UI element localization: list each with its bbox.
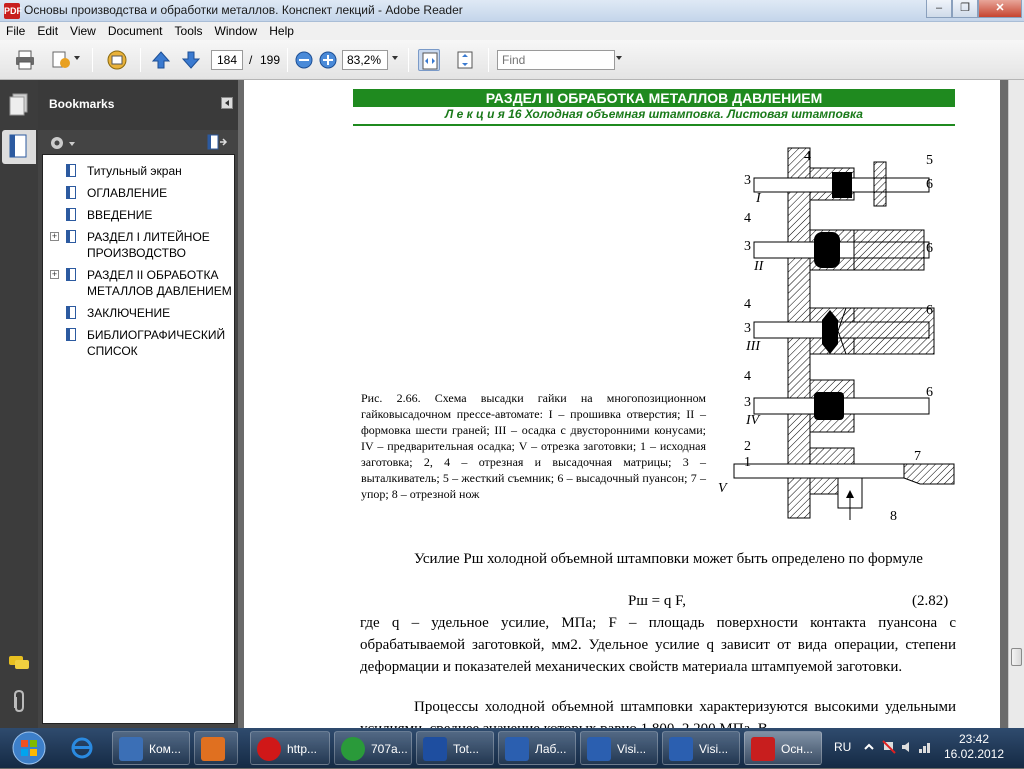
bookmark-label: ЗАКЛЮЧЕНИЕ [87,306,171,320]
bookmark-doc-icon [66,268,76,281]
maximize-button[interactable]: ❐ [952,0,978,18]
navigation-pane-strip [0,80,38,728]
taskbar-item-label: Ком... [149,742,181,756]
adobe-pdf-icon [751,737,775,761]
pdf-page [244,80,1000,728]
toolbar-separator [488,48,489,72]
lecture-header: Л е к ц и я 16 Холодная объемная штамповка. Листовая штамповка [445,107,863,121]
punch [838,308,934,354]
toolbar-separator [287,48,288,72]
word-icon [505,737,529,761]
share-icon[interactable] [50,49,72,71]
callout-label: 5 [926,153,933,168]
taskbar-item[interactable] [662,731,740,765]
menu-window[interactable]: Window [214,24,258,38]
page-separator: / [249,53,253,67]
word-icon [587,737,611,761]
expand-toggle[interactable]: + [51,269,58,279]
bookmark-label: РАЗДЕЛ II ОБРАБОТКА МЕТАЛЛОВ ДАВЛЕНИЕМ [87,268,232,298]
taskbar-item[interactable] [250,731,330,765]
icq-icon [341,737,365,761]
options-gear-icon[interactable] [49,135,77,151]
stop [904,464,954,484]
taskbar [0,728,1024,768]
find-input[interactable] [497,50,615,70]
opera-icon [257,737,281,761]
bookmark-doc-icon [66,306,76,319]
menu-file[interactable]: File [6,24,26,38]
window-controls [926,0,1022,20]
menu-tools[interactable]: Tools [174,24,203,38]
bookmarks-panel-icon[interactable] [2,130,36,164]
toolbar-separator [92,48,93,72]
taskbar-item-label: Осн... [781,742,813,756]
callout-label: 4 [744,297,751,312]
bookmark-item[interactable] [43,163,233,181]
callout-label: 6 [926,241,933,256]
bookmark-item[interactable] [43,267,233,301]
figure-nut-heading-diagram [714,148,964,528]
document-viewer[interactable] [238,80,1008,728]
computer-icon [119,737,143,761]
bookmark-item[interactable] [43,327,233,361]
header-rule [353,124,955,126]
zoom-dropdown-arrow[interactable] [392,56,398,60]
paragraph: Процессы холодной объемной штамповки характеризуются высокими удельными [414,699,956,715]
network-icon[interactable] [918,740,932,754]
menu-document[interactable]: Document [107,24,163,38]
toolbar-separator [408,48,409,72]
bookmark-label: БИБЛИОГРАФИЧЕСКИЙ СПИСОК [87,328,226,358]
total-pages: 199 [260,53,281,67]
taskbar-item-label: Visi... [699,742,729,756]
zoom-input[interactable] [342,50,388,70]
word-icon [669,737,693,761]
toolbar [0,40,1024,80]
taskbar-item[interactable] [334,731,412,765]
taskbar-item-label: http... [287,742,318,756]
previous-page-icon[interactable] [150,49,172,71]
callout-label: 7 [914,449,921,464]
bookmark-doc-icon [66,186,76,199]
bookmark-item[interactable] [43,305,233,323]
bookmark-list [42,154,235,724]
show-hidden-icons-icon[interactable] [862,740,876,754]
flag-icon[interactable] [882,740,896,754]
clock-date: 16.02.2012 [943,747,1005,761]
callout-label: 3 [744,395,751,410]
taskbar-item[interactable] [194,731,238,765]
expand-toggle[interactable]: + [51,231,58,241]
bookmarks-title: Bookmarks [49,97,115,111]
fit-width-icon[interactable] [418,49,440,71]
callout-label: 3 [744,321,751,336]
close-button[interactable]: ✕ [978,0,1022,18]
bookmark-item[interactable] [43,185,233,203]
attachments-icon[interactable] [7,688,31,714]
page-number-input[interactable] [211,50,243,70]
equation-number: (2.82) [912,593,949,609]
bookmark-label: ОГЛАВЛЕНИЕ [87,186,168,200]
bookmark-label: Титульный экран [87,164,182,178]
clock-time: 23:42 [958,732,990,746]
fit-page-icon[interactable] [454,49,476,71]
bookmark-item[interactable] [43,207,233,225]
workpiece [814,232,840,268]
callout-label: 6 [926,177,933,192]
media-player-icon [201,737,225,761]
bookmark-label: РАЗДЕЛ I ЛИТЕЙНОЕ ПРОИЗВОДСТВО [87,230,210,260]
callout-label: 4 [744,369,751,384]
callout-label: II [754,259,764,274]
taskbar-item[interactable] [112,731,190,765]
menu-bar [0,22,1024,40]
callout-label: IV [746,413,760,428]
taskbar-item-label: Tot... [453,742,480,756]
comments-icon[interactable] [7,650,31,676]
paragraph: где q – удельное усилие, МПа; F – площадь поверхности контакта пуансона с обрабатываемой заготовкой, мм2. Удельное усилие q зависит от вида операции, степени деформации и показателей механических свойств материала штампуемой заготовки. [360,615,956,675]
menu-view[interactable]: View [70,24,96,38]
punch [854,230,924,270]
taskbar-item[interactable] [416,731,494,765]
print-icon[interactable] [14,49,36,71]
callout-label: 3 [744,173,751,188]
create-pdf-icon[interactable] [106,49,128,71]
paragraph: Усилие Pш холодной объемной штамповки может быть определено по формуле [414,551,923,567]
taskbar-ie-icon[interactable] [64,731,108,765]
minimize-button[interactable]: – [926,0,952,18]
taskbar-item-active[interactable] [744,731,822,765]
adobe-reader-icon: PDF [4,3,20,19]
taskbar-item[interactable] [580,731,658,765]
toolbar-separator [140,48,141,72]
callout-label: 6 [926,303,933,318]
callout-label: 2 [744,439,751,454]
taskbar-item[interactable] [498,731,576,765]
total-commander-icon [423,737,447,761]
section-header: РАЗДЕЛ II ОБРАБОТКА МЕТАЛЛОВ ДАВЛЕНИЕМ [353,89,955,107]
volume-icon[interactable] [900,740,914,754]
menu-edit[interactable]: Edit [37,24,59,38]
initial-blank [734,464,904,478]
workpiece [832,172,852,198]
menu-help[interactable]: Help [269,24,294,38]
clock[interactable] [934,732,1014,762]
window-title: Основы производства и обработки металлов. Конспект лекций - Adobe Reader [24,3,463,17]
next-page-icon[interactable] [180,49,202,71]
start-button[interactable] [4,730,54,766]
taskbar-item-label: Лаб... [535,742,567,756]
zoom-out-icon[interactable] [293,49,309,71]
formula: Pш = q F, [628,593,686,609]
taskbar-item-label: Visi... [617,742,647,756]
bookmark-label: ВВЕДЕНИЕ [87,208,153,222]
callout-label: 4 [744,211,751,226]
callout-label: III [746,339,760,354]
callout-label: V [718,481,727,496]
bookmark-doc-icon [66,164,76,177]
callout-label: 8 [890,509,897,524]
callout-label: 6 [926,385,933,400]
scrollbar-thumb[interactable] [1011,648,1022,666]
callout-label: 3 [744,239,751,254]
bookmark-doc-icon [66,208,76,221]
bookmarks-panel [38,80,238,728]
language-indicator[interactable]: RU [834,740,852,754]
share-dropdown-arrow[interactable] [74,56,80,60]
bookmark-doc-icon [66,230,76,243]
title-bar [0,0,1024,22]
taskbar-item-label: 707a... [371,742,408,756]
callout-label: 4 [804,149,811,164]
zoom-in-icon[interactable] [317,49,333,71]
callout-label: 1 [744,455,751,470]
pages-panel-icon[interactable] [7,92,31,118]
expand-bookmark-icon[interactable] [206,133,228,151]
bookmarks-header [38,80,238,130]
figure-caption: Рис. 2.66. Схема высадки гайки на многопозиционном гайковысадочном прессе-автомате: I – прошивка отверстия; II – формовка шести граней; III – осадка с двусторонними конусами; IV – предварительная осадка; V – отрезка заготовки; 1 – исходная заготовка; 2, 4 – отрезная и высадочная матрицы; 3 – выталкиватель; 5 – жесткий съемник; 6 – высадочный пуансон; 7 – упор; 8 – отрезной нож [361,391,706,501]
system-tray [828,728,1024,768]
vertical-scrollbar[interactable] [1008,80,1024,728]
workpiece [814,392,844,420]
collapse-panel-button[interactable] [221,97,233,109]
callout-label: I [756,191,761,206]
find-dropdown-arrow[interactable] [616,56,622,60]
bookmark-item[interactable] [43,229,233,263]
bookmark-doc-icon [66,328,76,341]
stripper [874,162,886,206]
